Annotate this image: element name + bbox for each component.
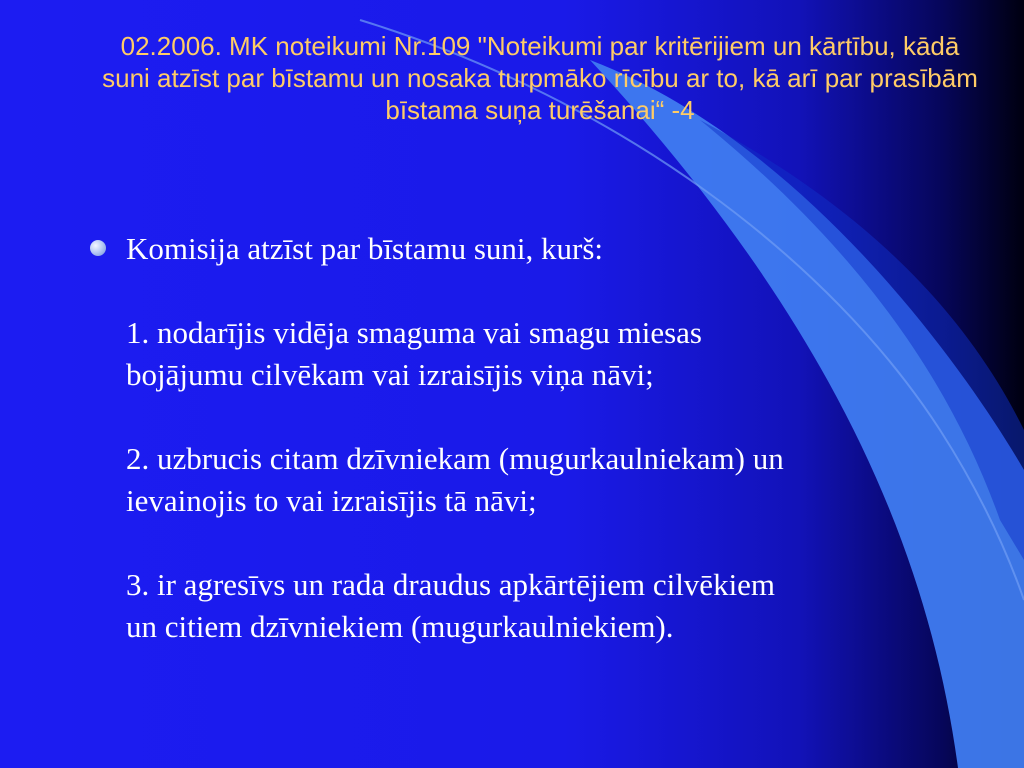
criterion-1-line-2: bojājumu cilvēkam vai izraisījis viņa nāvi; (126, 357, 654, 392)
bullet-dot-icon (90, 240, 106, 256)
slide-content (88, 228, 988, 648)
bullet-item (88, 228, 988, 648)
criterion-3-line-2: un citiem dzīvniekiem (mugurkaulniekiem). (126, 609, 674, 644)
criterion-2-line-1: 2. uzbrucis citam dzīvniekam (mugurkaulniekam) un (126, 441, 784, 476)
bullet-intro-text: Komisija atzīst par bīstamu suni, kurš: (126, 231, 604, 266)
criterion-1-line-1: 1. nodarījis vidēja smaguma vai smagu miesas (126, 315, 702, 350)
criterion-3-line-1: 3. ir agresīvs un rada draudus apkārtējiem cilvēkiem (126, 567, 776, 602)
criterion-2-line-2: ievainojis to vai izraisījis tā nāvi; (126, 483, 537, 518)
slide-title: 02.2006. MK noteikumi Nr.109 "Noteikumi par kritērijiem un kārtību, kādā suni atzīst par bīstamu un nosaka turpmāko rīcību ar to, kā arī par prasībām bīstama suņa turēšanai“ -4 (102, 31, 978, 125)
spacer (126, 522, 988, 564)
spacer (126, 270, 988, 312)
spacer (126, 396, 988, 438)
